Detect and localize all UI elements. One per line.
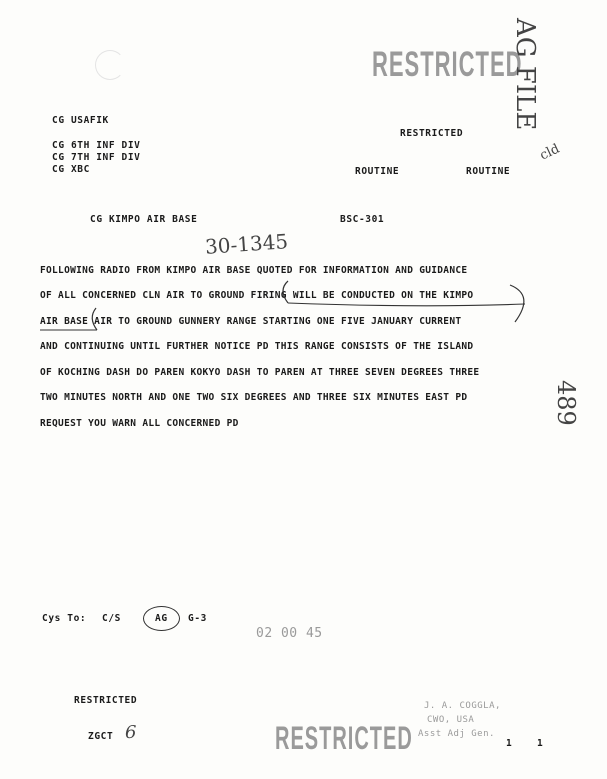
page-mark: 1 — [506, 738, 513, 749]
precedence-info: ROUTINE — [466, 166, 511, 177]
addressee: CG XBC — [52, 164, 90, 175]
handwritten-file-sub: cld — [537, 141, 563, 164]
body-line: AND CONTINUING UNTIL FURTHER NOTICE PD THIS RANGE CONSISTS OF THE ISLAND — [40, 341, 474, 352]
body-line: OF KOCHING DASH DO PAREN KOKYO DASH TO PAREN AT THREE SEVEN DEGREES THREE — [40, 367, 480, 378]
addressee: CG USAFIK — [52, 115, 109, 126]
message-number: BSC-301 — [340, 214, 385, 225]
body-line: AIR BASE AIR TO GROUND GUNNERY RANGE STARTING ONE FIVE JANUARY CURRENT — [40, 316, 462, 327]
addressee: CG 6TH INF DIV — [52, 140, 141, 151]
body-line: OF ALL CONCERNED CLN AIR TO GROUND FIRING WILL BE CONDUCTED ON THE KIMPO — [40, 290, 474, 301]
handwritten-ref-number: 30-1345 — [204, 229, 289, 259]
addressee: CG 7TH INF DIV — [52, 152, 141, 163]
precedence-action: ROUTINE — [355, 166, 400, 177]
signature-line: Asst Adj Gen. — [418, 729, 495, 739]
copy-ag: AG — [143, 606, 180, 631]
footer-classification: RESTRICTED — [74, 695, 138, 706]
handwritten-side-number: 489 — [552, 380, 580, 426]
copy-cs: C/S — [102, 613, 121, 624]
body-line: FOLLOWING RADIO FROM KIMPO AIR BASE QUOTED FOR INFORMATION AND GUIDANCE — [40, 265, 468, 276]
restricted-stamp-bottom: RESTRICTED — [275, 722, 413, 758]
copies-label: Cys To: — [42, 613, 87, 624]
restricted-stamp-top: RESTRICTED — [372, 44, 523, 84]
body-line: REQUEST YOU WARN ALL CONCERNED PD — [40, 418, 239, 429]
message-from: CG KIMPO AIR BASE — [90, 214, 198, 225]
handwritten-zgct-mark: 6 — [125, 722, 137, 743]
copy-g3: G-3 — [188, 613, 207, 624]
handwritten-file-note: AG FILE — [510, 18, 540, 131]
serial-number-stamp: 02 00 45 — [256, 626, 323, 641]
body-line: TWO MINUTES NORTH AND ONE TWO SIX DEGREES AND THREE SIX MINUTES EAST PD — [40, 392, 468, 403]
header-classification: RESTRICTED — [400, 128, 464, 139]
page-mark: 1 — [537, 738, 544, 749]
signature-line: J. A. COGGLA, — [424, 701, 501, 711]
zgct-code: ZGCT — [88, 731, 114, 742]
signature-line: CWO, USA — [427, 715, 475, 725]
